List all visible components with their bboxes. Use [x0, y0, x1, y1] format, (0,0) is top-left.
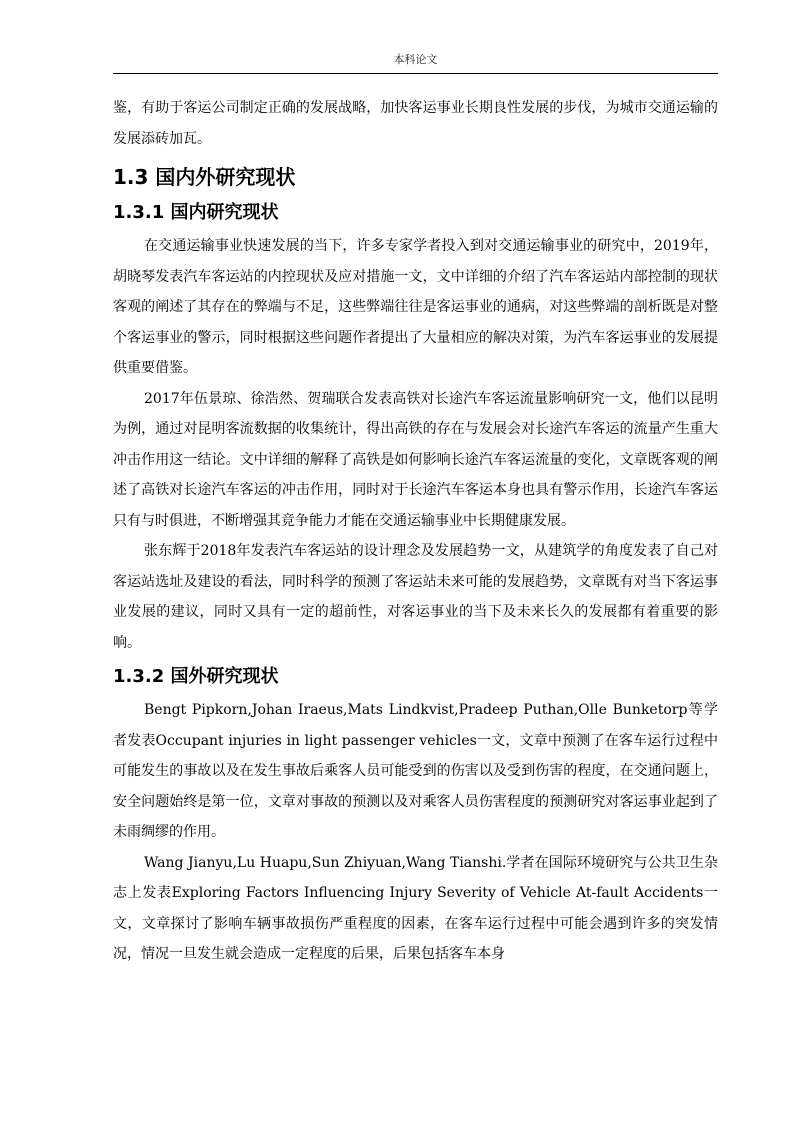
subsection-heading-foreign: 1.3.2 国外研究现状	[113, 666, 279, 687]
paragraph-domestic-3: 张东辉于2018年发表汽车客运站的设计理念及发展趋势一文，从建筑学的角度发表了自己对客运站选址及建设的看法，同时科学的预测了客运站未来可能的发展趋势，文章既有对当下客运事业发展的建议，同时又具有一定的超前性，对客运事业的当下及未来长久的发展都有着重要的影响。	[113, 543, 718, 651]
paragraph-domestic-2: 2017年伍景琼、徐浩然、贺瑞联合发表高铁对长途汽车客运流量影响研究一文，他们以昆明为例，通过对昆明客流数据的收集统计，得出高铁的存在与发展会对长途汽车客运的流量产生重大冲击作用这一结论。文中详细的解释了高铁是如何影响长途汽车客运流量的变化，文章既客观的阐述了高铁对长途汽车客运的冲击作用，同时对于长途汽车客运本身也具有警示作用，长途汽车客运只有与时俱进，不断增强其竞争能力才能在交通运输事业中长期健康发展。	[113, 390, 718, 529]
section-heading: 1.3 国内外研究现状	[113, 165, 296, 189]
document-body	[113, 93, 718, 970]
paragraph-domestic-1: 在交通运输事业快速发展的当下，许多专家学者投入到对交通运输事业的研究中，2019年，胡晓琴发表汽车客运站的内控现状及应对措施一文，文中详细的介绍了汽车客运站内部控制的现状客观的阐述了其存在的弊端与不足，这些弊端往往是客运事业的通病，对这些弊端的剖析既是对整个客运事业的警示，同时根据这些问题作者提出了大量相应的解决对策，为汽车客运事业的发展提供重要借鉴。	[113, 238, 718, 376]
paragraph-foreign-2: Wang Jianyu,Lu Huapu,Sun Zhiyuan,Wang Tianshi.学者在国际环境研究与公共卫生杂志上发表Exploring Factors Influencing Injury Severity of Vehicle At-fault Accidents一文，文章探讨了影响车辆事故损伤严重程度的因素，在客车运行过程中可能会遇到许多的突发情况，情况一旦发生就会造成一定程度的后果，后果包括客车本身	[113, 854, 718, 962]
subsection-heading-domestic: 1.3.1 国内研究现状	[113, 202, 279, 223]
header-divider	[113, 73, 718, 74]
continuation-paragraph: 鉴，有助于客运公司制定正确的发展战略，加快客运事业长期良性发展的步伐，为城市交通运输的发展添砖加瓦。	[113, 100, 718, 147]
page-header-title: 本科论文	[393, 53, 438, 66]
paragraph-foreign-1: Bengt Pipkorn,Johan Iraeus,Mats Lindkvist,Pradeep Puthan,Olle Bunketorp等学者发表Occupant injuries in light passenger vehicles一文，文章中预测了在客车运行过程中可能发生的事故以及在发生事故后乘客人员可能受到的伤害以及受到伤害的程度，在交通问题上，安全问题始终是第一位，文章对事故的预测以及对乘客人员伤害程度的预测研究对客运事业起到了未雨绸缪的作用。	[113, 702, 718, 840]
